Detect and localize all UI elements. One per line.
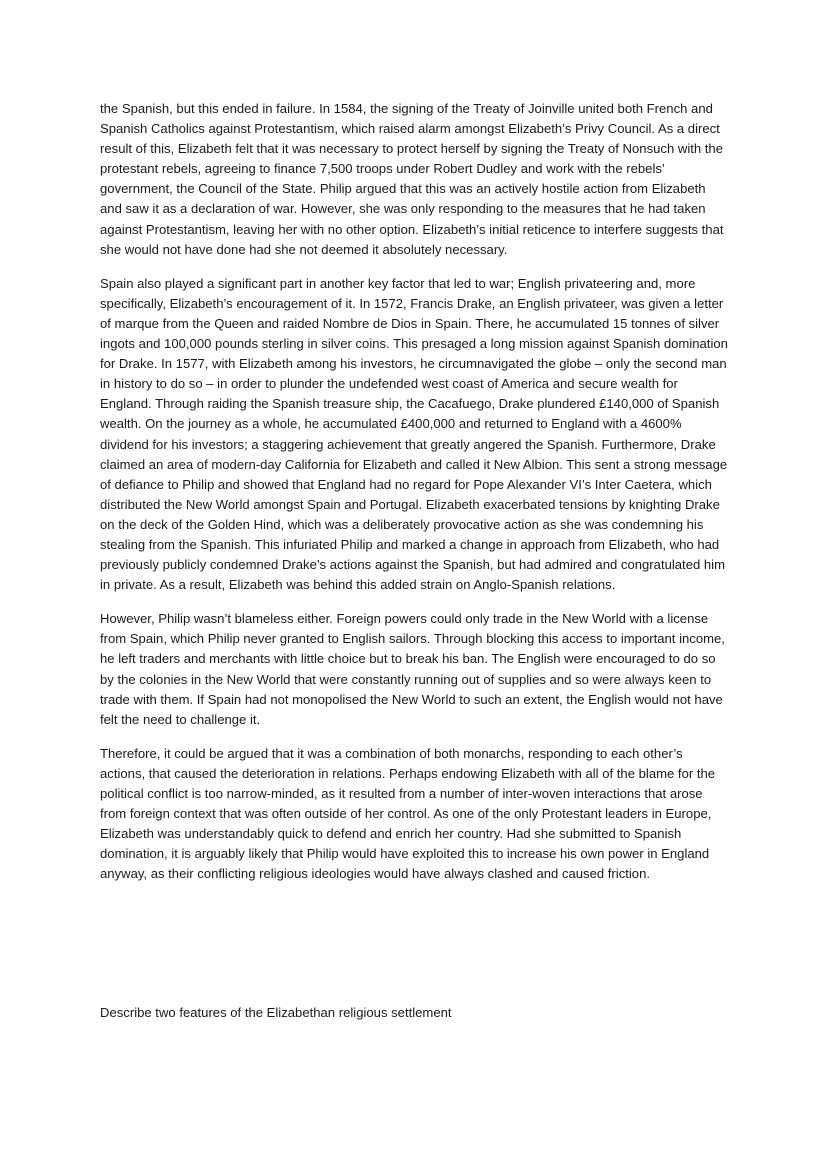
paragraph-privateering: Spain also played a significant part in another key factor that led to war; English privateering and, more specifically, Elizabeth’s encouragement of it. In 1572, Francis Drake, an English privateer, was given a letter of marque from the Queen and raided Nombre de Dios in Spain. There, he accumulated 15 tonnes of silver ingots and 100,000 pounds sterling in silver coins. This presaged a long mission against Spanish domination for Drake. In 1577, with Elizabeth among his investors, he circumnavigated the globe – only the second man in history to do so – in order to plunder the undefended west coast of America and secure wealth for England. Through raiding the Spanish treasure ship, the Cacafuego, Drake plundered £140,000 of Spanish wealth. On the journey as a whole, he accumulated £400,000 and returned to England with a 4600% dividend for his investors; a staggering achievement that greatly angered the Spanish. Furthermore, Drake claimed an area of modern-day California for Elizabeth and called it New Albion. This sent a strong message of defiance to Philip and showed that England had no regard for Pope Alexander VI’s Inter Caetera, which distributed the New World amongst Spain and Portugal. Elizabeth exacerbated tensions by knighting Drake on the deck of the Golden Hind, which was a deliberately provocative action as she was condemning his stealing from the Spanish. This infuriated Philip and marked a change in approach from Elizabeth, who had previously publicly condemned Drake’s actions against the Spanish, but had admired and congratulated him in private. As a result, Elizabeth was behind this added strain on Anglo-Spanish relations. (100, 275, 728, 593)
paragraph-conclusion: Therefore, it could be argued that it was a combination of both monarchs, responding to each other’s actions, that caused the deterioration in relations. Perhaps endowing Elizabeth with all of the blame for the political conflict is too narrow-minded, as it resulted from a number of inter-woven interactions that arose from foreign context that was often outside of her control. As one of the only Protestant leaders in Europe, Elizabeth was understandably quick to defend and enrich her country. Had she submitted to Spanish domination, it is arguably likely that Philip would have exploited this to increase his own power in England anyway, as their conflicting religious ideologies would have always clashed and caused friction. (100, 745, 716, 882)
paragraph-treaty-of-nonsuch: the Spanish, but this ended in failure. In 1584, the signing of the Treaty of Joinville united both French and Spanish Catholics against Protestantism, which raised alarm amongst Elizabeth’s Privy Council. As a direct result of this, Elizabeth felt that it was necessary to protect herself by signing the Treaty of Nonsuch with the protestant rebels, agreeing to finance 7,500 troops under Robert Dudley and work with the rebels’ government, the Council of the State. Philip argued that this was an actively hostile action from Elizabeth and saw it as a declaration of war. However, she was only responding to the measures that he had taken against Protestantism, leaving her with no other option. Elizabeth’s initial reticence to interfere suggests that she would not have done had she not deemed it absolutely necessary. (100, 101, 724, 257)
question-prompt: Describe two features of the Elizabethan religious settlement (100, 1005, 452, 1020)
essay-body (100, 99, 730, 898)
paragraph-philip-blame: However, Philip wasn’t blameless either. Foreign powers could only trade in the New World with a license from Spain, which Philip never granted to English sailors. Through blocking this access to important income, he left traders and merchants with little choice but to break his ban. The English were encouraged to do so by the colonies in the New World that were constantly running out of supplies and so were always keen to trade with them. If Spain had not monopolised the New World to such an extent, the English would not have felt the need to challenge it. (100, 611, 725, 727)
